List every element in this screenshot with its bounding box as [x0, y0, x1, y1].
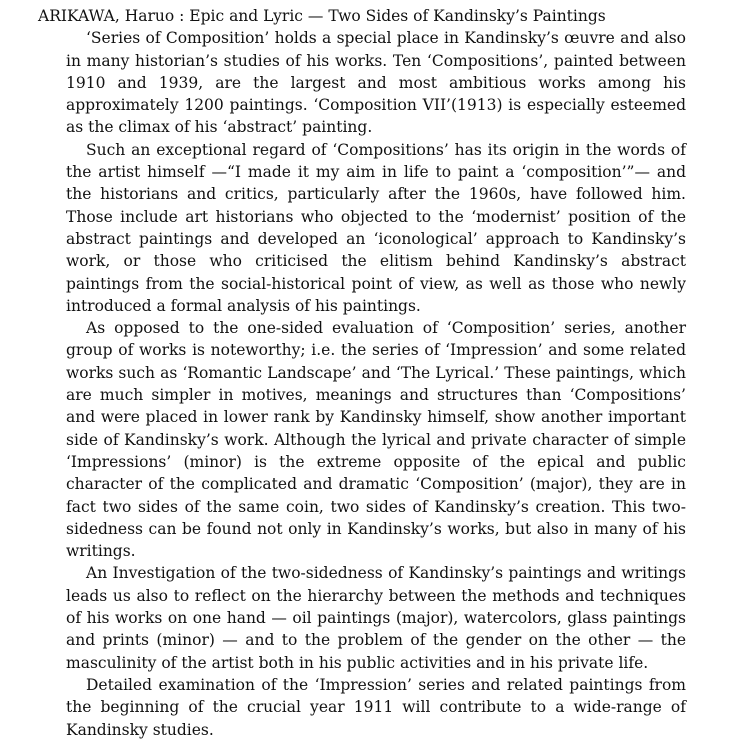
abstract-paragraph-3: As opposed to the one-sided evaluation of ‘Composition’ series, another group of works is noteworthy; i.e. the series of ‘Impression’ and some related works such as ‘Romantic Landscape’ and ‘The Lyrical.’ These paintings, which are much simpler in motives, meanings and structures than ‘Compositions’ and were placed in lower rank by Kandinsky himself, show another important side of Kandinsky’s work. Although the lyrical and private character of simple ‘Impressions’ (minor) is the extreme opposite of the epical and public character of the complicated and dramatic ‘Composition’ (major), they are in fact two sides of the same coin, two sides of Kandinsky’s creation. This two-sidedness can be found not only in Kandinsky’s works, but also in many of his writings. [66, 319, 686, 561]
abstract-paragraph-4: An Investigation of the two-sidedness of Kandinsky’s paintings and writings leads us also to reflect on the hierarchy between the methods and techniques of his works on one hand — oil paintings (major), watercolors, glass paintings and prints (minor) — and to the problem of the gender on the other — the masculinity of the artist both in his public activities and in his private life. [66, 564, 686, 672]
abstract-paragraph-5: Detailed examination of the ‘Impression’ series and related paintings from the beginning of the crucial year 1911 will contribute to a wide-range of Kandinsky studies. [66, 675, 686, 739]
abstract-page [38, 5, 686, 741]
abstract-paragraph-1: ‘Series of Composition’ holds a special place in Kandinsky’s œuvre and also in many historian’s studies of his works. Ten ‘Compositions’, painted between 1910 and 1939, are the largest and most ambitious works among his approximately 1200 paintings. ‘Composition VII’(1913) is especially esteemed as the climax of his ‘abstract’ painting. [66, 29, 686, 137]
abstract-paragraph-2: Such an exceptional regard of ‘Compositions’ has its origin in the words of the artist himself —“I made it my aim in life to paint a ‘composition’”— and the historians and critics, particularly after the 1960s, have followed him. Those include art historians who objected to the ‘modernist’ position of the abstract paintings and developed an ‘iconological’ approach to Kandinsky’s work, or those who criticised the elitism behind Kandinsky’s abstract paintings from the social-historical point of view, as well as those who newly introduced a formal analysis of his paintings. [66, 140, 686, 315]
abstract-heading: ARIKAWA, Haruo : Epic and Lyric — Two Sides of Kandinsky’s Paintings [38, 7, 606, 25]
